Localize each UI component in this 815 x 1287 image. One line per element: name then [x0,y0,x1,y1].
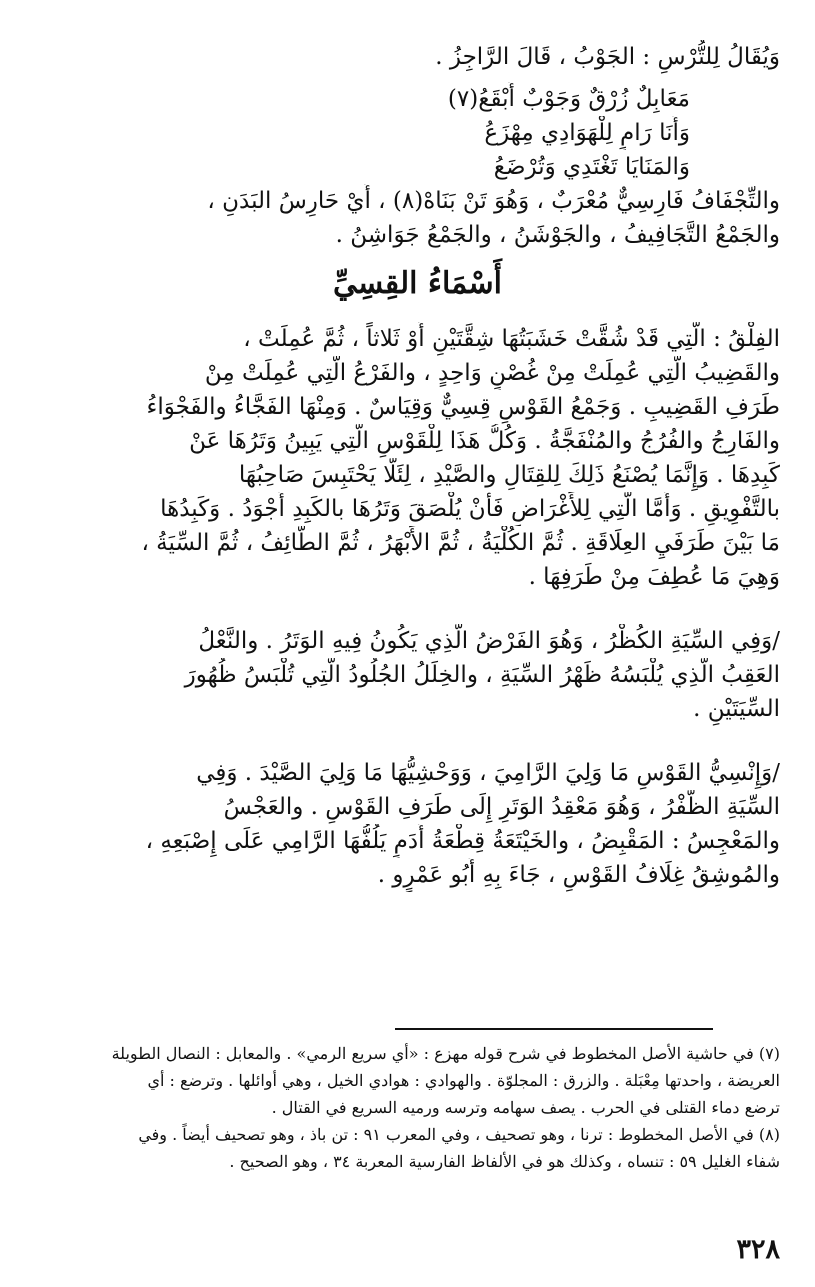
verse-line-1: مَعَابِلٌ زُرْقٌ وَجَوْبٌ أَبْقَعُ(٧) [447,86,690,112]
paragraph-line: طَرَفِ القَضِيبِ . وَجَمْعُ القَوْسِ قِسِيٌّ وَقِيَاسٌ . وَمِنْهَا الفَجَّاءُ والفَجْوَاءُ [146,394,780,420]
paragraph-filq [55,322,780,594]
verse-line-3: وَالمَنَايَا تَغْتَدِي وَتُرْضَعُ [493,154,690,180]
paragraph-line: بالتَّفْوِيقِ . وَأَمَّا الَّتِي لِلأَغْرَاضِ فَأَنْ يُلْصَقَ وَتَرُهَا بالكَبِدِ أَجْوَدُ . وَكَبِدُهَا [160,496,780,522]
paragraph-line: والفَارِجُ والفُرُجُ والمُنْفَجَّةُ . وَكُلُّ هَذَا لِلْقَوْسِ الَّتِي يَبِينُ وَتَرُهَا عَنْ [189,428,780,454]
footnote-line: (٨) في الأصل المخطوط : ترنا ، وهو تصحيف ، وفي المعرب ٩١ : تن باذ ، وهو تصحيف أيضاً . وفي [138,1125,780,1144]
intro-line: وَيُقَالُ لِلتُّرْسِ : الجَوْبُ ، قَالَ الرَّاجِزُ . [435,44,780,70]
footnote-line: العريضة ، واحدتها مِعْبَلة . والزرق : المجلوّة . والهوادي : هوادي الخيل ، وهي أوائلها . وترضع : أي [147,1071,780,1090]
paragraph-line: والجَمْعُ التَّجَافِيفُ ، والجَوْشَنُ ، والجَمْعُ جَوَاشِنُ . [335,222,780,248]
footnote-line: ترضع دماء القتلى في الحرب . يصف سهامه وترسه ورميه السريع في القتال . [271,1098,780,1117]
paragraph-line: العَقِبُ الَّذِي يُلْبَسُهُ ظَهْرُ السِّيَةِ ، والخِلَلُ الجُلُودُ الَّتِي تُلْبَسُ ظُهُورَ [184,662,780,688]
paragraph-line: وَهِيَ مَا عُطِفَ مِنْ طَرَفِهَا . [528,564,780,590]
footnotes [55,1040,780,1175]
footnote-line: شفاء الغليل ٥٩ : تنساه ، وكذلك هو في الألفاظ الفارسية المعربة ٣٤ ، وهو الصحيح . [229,1152,780,1171]
paragraph-siya [55,624,780,726]
section-heading: أَسْمَاءُ القِسِيِّ [333,266,502,301]
paragraph-line: /وَإِنْسِيُّ القَوْسِ مَا وَلِيَ الرَّامِيَ ، وَوَحْشِيُّهَا مَا وَلِيَ الصَّيْدَ . وَفِي [196,760,780,786]
paragraph-line: والقَضِيبُ الَّتِي عُمِلَتْ مِنْ غُصْنٍ وَاحِدٍ ، والفَرْعُ الَّتِي عُمِلَتْ مِنْ [204,360,780,386]
footnote-line: (٧) في حاشية الأصل المخطوط في شرح قوله مهزع : «أي سريع الرمي» . والمعابل : النصال الطويلة [111,1044,780,1063]
paragraph-line: والمَعْجِسُ : المَقْبِضُ ، والخَيْتَعَةُ قِطْعَةُ أَدَمٍ يَلُفُّهَا الرَّامِي عَلَى إِصْبَعِهِ ، [145,828,780,854]
footnote-divider [395,1028,713,1030]
paragraph-line: والتِّجْفَافُ فَارِسِيٌّ مُعْرَبٌ ، وَهُوَ تَنْ بَنَاهْ(٨) ، أَيْ حَارِسُ البَدَنِ ، [207,188,780,214]
paragraph-tijfaf [55,184,780,252]
paragraph-line: مَا بَيْنَ طَرَفَيِ العِلَاقَةِ . ثُمَّ الكُلْيَةُ ، ثُمَّ الأَبْهَرُ ، ثُمَّ الطَّائِفُ ، ثُمَّ السِّيَةُ ، [141,530,780,556]
paragraph-line: كَبِدِهَا . وَإِنَّمَا يُصْنَعُ ذَلِكَ لِلقِتَالِ والصَّيْدِ ، لِئَلَّا يَحْتَبِسَ صَاحِبُهَا [238,462,780,488]
paragraph-line: السِّيَتَيْنِ . [693,696,780,722]
paragraph-line: السِّيَةِ الظُّفْرُ ، وَهُوَ مَعْقِدُ الوَتَرِ إِلَى طَرَفِ القَوْسِ . والعَجْسُ [223,794,780,820]
verse-line-2: وَأَنَا رَامٍ لِلْهَوَادِي مِهْزَعُ [484,120,690,146]
paragraph-insi [55,756,780,892]
verse-block [55,74,780,184]
paragraph-line: والمُوشِقُ غِلَافُ القَوْسِ ، جَاءَ بِهِ أَبُو عَمْرٍو . [377,862,780,888]
page-body [55,40,780,904]
page-number: ٣٢٨ [736,1234,780,1265]
paragraph-line: الفِلْقُ : الَّتِي قَدْ شُقَّتْ خَشَبَتُهَا شِقَّتَيْنِ أَوْ ثَلاثاً ، ثُمَّ عُمِلَتْ ، [243,326,780,352]
paragraph-line: /وَفِي السِّيَةِ الكُظْرُ ، وَهُوَ الفَرْضُ الَّذِي يَكُونُ فِيهِ الوَتَرُ . والنَّعْلُ [198,628,780,654]
